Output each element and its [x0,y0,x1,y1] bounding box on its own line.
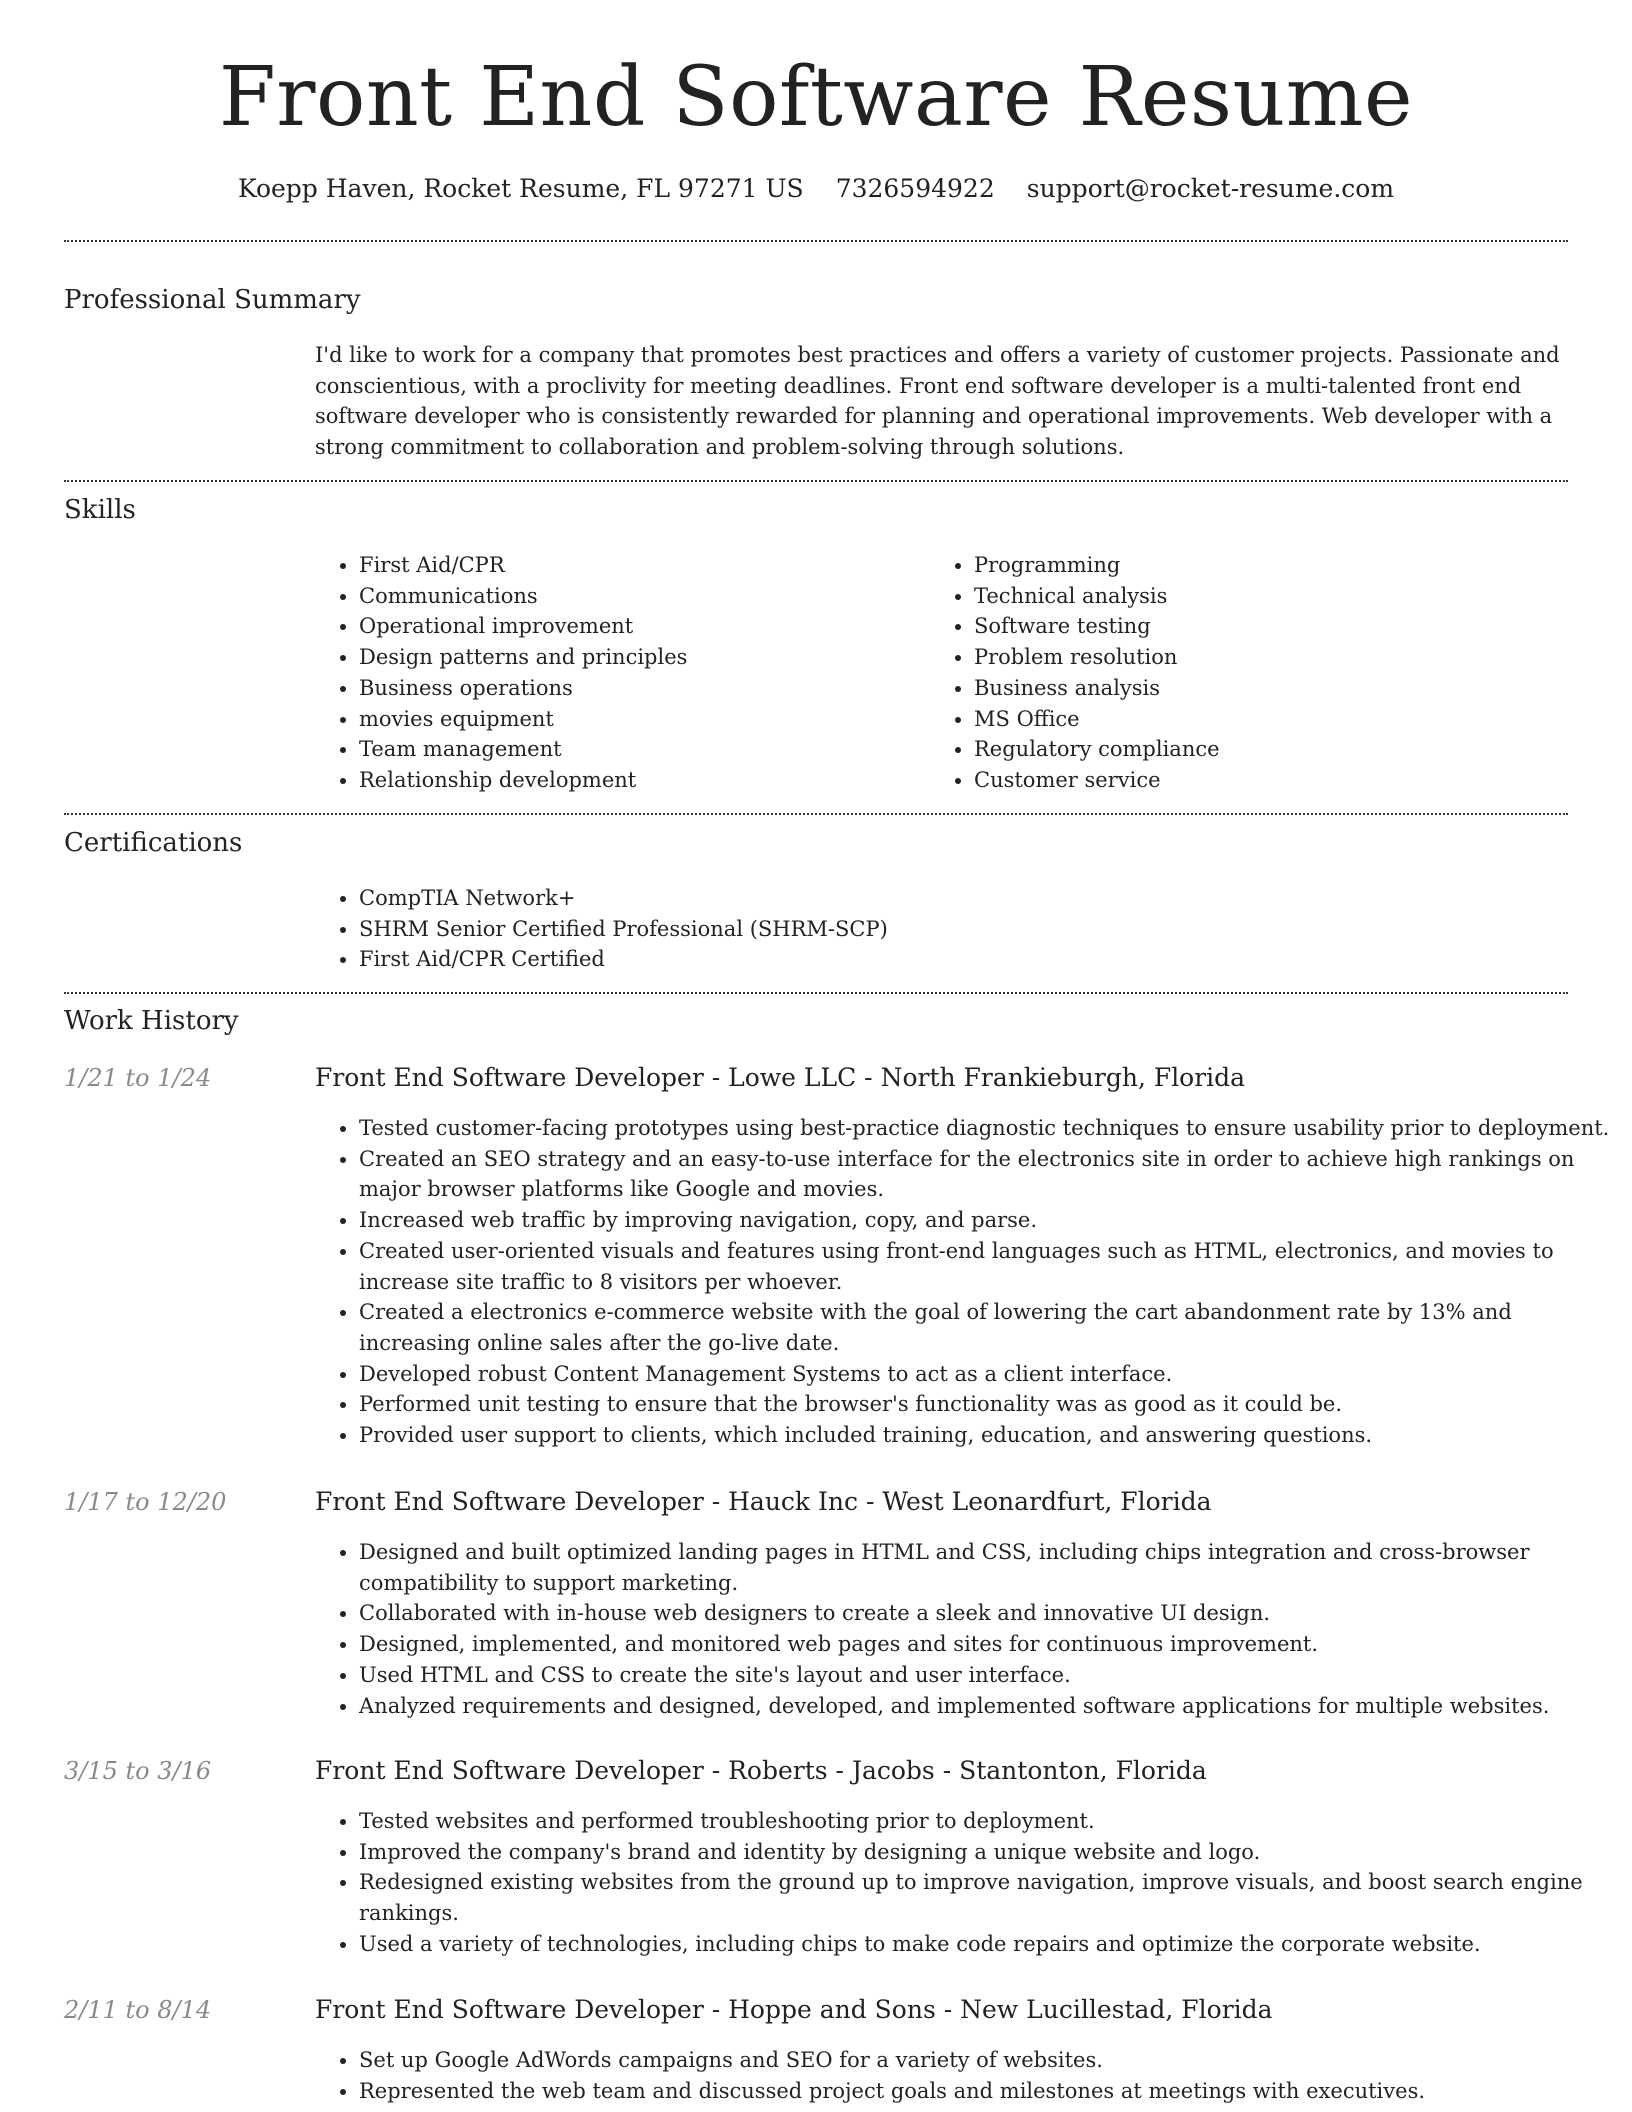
job-bullets [315,1537,1589,1721]
job-bullet: • Created an SEO strategy and an easy-to-use interface for the electronics site in order to achieve high rankings on major browser platforms like Google and movies. [359,1144,1624,1205]
job-bullet: • Used HTML and CSS to create the site's layout and user interface. [359,1660,1589,1691]
skill-item: • Problem resolution [974,642,1574,673]
certification-item: • SHRM Senior Certified Professional (SHRM-SCP) [359,914,1559,945]
job-dates: 3/15 to 3/16 [64,1757,212,1785]
summary-text: I'd like to work for a company that promotes best practices and offers a variety of customer projects. Passionate and conscientious, with a proclivity for meeting deadlines. Front end software developer is a multi-talented front end software developer who is consistently rewarded for planning and operational improvements. Web developer with a strong commitment to collaboration and problem-solving through solutions. [315,343,1560,460]
job-bullet: • Collaborated with in-house web designers to create a sleek and innovative UI design. [359,1598,1589,1629]
skill-item: • Communications [359,581,919,612]
skills-heading: Skills [64,495,136,525]
skill-item: • Software testing [974,611,1574,642]
job-bullet: • Increased web traffic by improving navigation, copy, and parse. [359,1205,1624,1236]
job-bullets [315,2045,1589,2106]
skill-item: • Team management [359,734,919,765]
skill-item: • movies equipment [359,704,919,735]
certification-item: • First Aid/CPR Certified [359,944,1559,975]
skill-item: • Operational improvement [359,611,919,642]
skill-item: • Relationship development [359,765,919,796]
job-bullet: • Tested customer-facing prototypes using best-practice diagnostic techniques to ensure usability prior to deployment. [359,1113,1624,1144]
job-bullet: • Analyzed requirements and designed, developed, and implemented software applications for multiple websites. [359,1691,1589,1722]
section-divider [64,240,1568,242]
section-divider [64,992,1568,994]
job-bullet: • Represented the web team and discussed project goals and milestones at meetings with executives. [359,2076,1589,2107]
contact-line [0,170,1632,208]
skill-item: • First Aid/CPR [359,550,919,581]
job-bullet: • Created user-oriented visuals and features using front-end languages such as HTML, electronics, and movies to increase site traffic to 8 visitors per whoever. [359,1236,1624,1297]
job-title: Front End Software Developer - Roberts - Jacobs - Stantonton, Florida [315,1756,1207,1785]
certifications-list [315,883,1559,975]
job-bullets [315,1806,1589,1960]
job-bullet: • Created a electronics e-commerce website with the goal of lowering the cart abandonment rate by 13% and increasing online sales after the go-live date. [359,1297,1624,1358]
job-dates: 1/17 to 12/20 [64,1488,227,1516]
email-text: support@rocket-resume.com [1026,174,1395,203]
job-title: Front End Software Developer - Hoppe and Sons - New Lucillestad, Florida [315,1995,1273,2024]
skill-item: • Design patterns and principles [359,642,919,673]
job-bullets [315,1113,1624,1451]
skill-item: • Business operations [359,673,919,704]
skills-list-left [315,550,919,796]
job-bullet: • Designed and built optimized landing pages in HTML and CSS, including chips integration and cross-browser compatibility to support marketing. [359,1537,1589,1598]
section-divider [64,480,1568,482]
job-bullet: • Developed robust Content Management Systems to act as a client interface. [359,1359,1624,1390]
resume-title: Front End Software Resume [218,50,1414,145]
job-bullet: • Designed, implemented, and monitored web pages and sites for continuous improvement. [359,1629,1589,1660]
job-bullet: • Tested websites and performed troubleshooting prior to deployment. [359,1806,1589,1837]
skill-item: • Programming [974,550,1574,581]
job-bullet: • Provided user support to clients, which included training, education, and answering questions. [359,1420,1624,1451]
job-bullet: • Redesigned existing websites from the ground up to improve navigation, improve visuals, and boost search engine rankings. [359,1867,1589,1928]
summary-heading: Professional Summary [64,285,361,315]
skill-item: • MS Office [974,704,1574,735]
job-bullet: • Performed unit testing to ensure that the browser's functionality was as good as it could be. [359,1389,1624,1420]
job-bullet: • Set up Google AdWords campaigns and SEO for a variety of websites. [359,2045,1589,2076]
job-dates: 1/21 to 1/24 [64,1064,212,1092]
phone-text: 7326594922 [835,174,995,203]
skill-item: • Business analysis [974,673,1574,704]
job-dates: 2/11 to 8/14 [64,1996,212,2024]
skills-list-right [930,550,1574,796]
job-title: Front End Software Developer - Lowe LLC - North Frankieburgh, Florida [315,1063,1246,1092]
work-history-heading: Work History [64,1006,239,1036]
certification-item: • CompTIA Network+ [359,883,1559,914]
certifications-heading: Certifications [64,828,243,858]
job-bullet: • Used a variety of technologies, including chips to make code repairs and optimize the corporate website. [359,1929,1589,1960]
skill-item: • Customer service [974,765,1574,796]
job-title: Front End Software Developer - Hauck Inc - West Leonardfurt, Florida [315,1487,1212,1516]
address-text: Koepp Haven, Rocket Resume, FL 97271 US [237,174,804,203]
section-divider [64,813,1568,815]
skill-item: • Technical analysis [974,581,1574,612]
job-bullet: • Improved the company's brand and identity by designing a unique website and logo. [359,1837,1589,1868]
skill-item: • Regulatory compliance [974,734,1574,765]
